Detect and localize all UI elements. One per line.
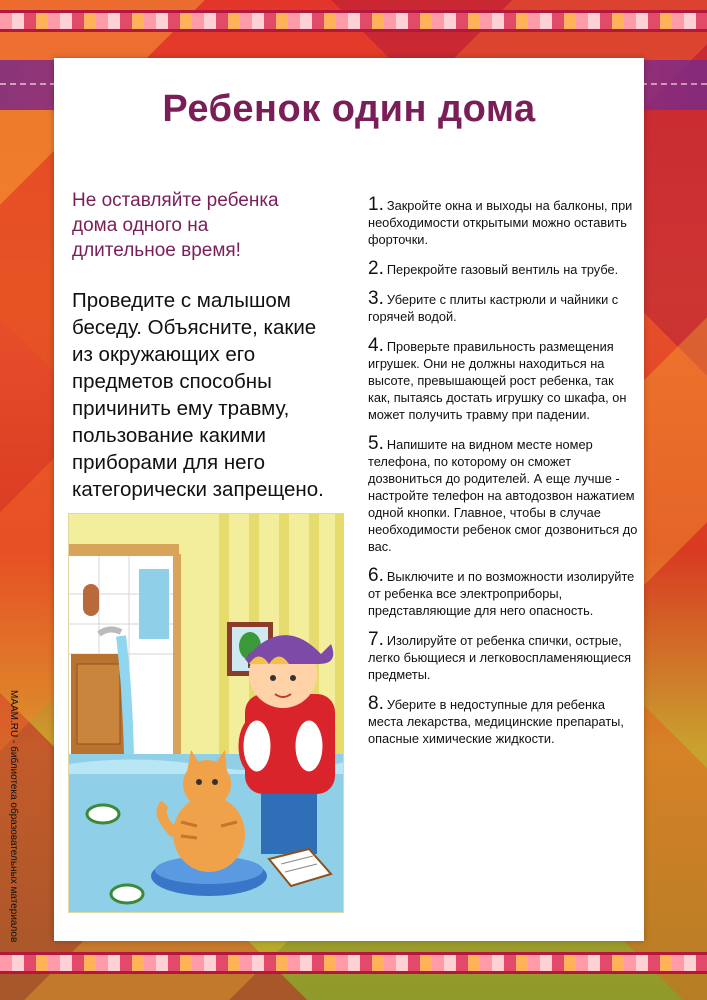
watermark: [5, 690, 25, 960]
tip-text: Закройте окна и выходы на балконы, при необходимости открытыми можно оставить форточки.: [368, 198, 633, 247]
tip-number: 4.: [368, 335, 384, 356]
poster-sheet: [54, 58, 644, 941]
list-item: [368, 567, 638, 619]
tip-text: Уберите с плиты кастрюли и чайники с горячей водой.: [368, 292, 619, 324]
advice-text: Проведите с малышом беседу. Объясните, какие из окружающих его предметов способны причинить ему травму, пользование какими приборами для него категорически запрещено.: [72, 289, 324, 501]
list-item: [368, 435, 638, 555]
intro-text: Не оставляйте ребенка дома одного на длительное время!: [72, 190, 279, 261]
list-item: [368, 196, 638, 248]
tip-number: 2.: [368, 258, 384, 279]
tip-text: Перекройте газовый вентиль на трубе.: [386, 262, 619, 277]
tip-number: 3.: [368, 288, 384, 309]
decorative-stripe-top: [0, 10, 707, 32]
tips-list: [368, 196, 638, 759]
tip-text: Напишите на видном месте номер телефона, по которому он сможет дозвониться до родителей. А еще лучше - настройте телефон на автодозвон нажатием одной кнопки. Главное, чтобы в случае необходимости ребенок смог дозвониться до вас.: [368, 437, 638, 554]
tip-number: 8.: [368, 693, 384, 714]
decorative-stripe-bottom: [0, 952, 707, 974]
watermark-text: MAAM.RU - библиотека образовательных материалов: [8, 690, 19, 943]
tip-number: 6.: [368, 565, 384, 586]
list-item: [368, 290, 638, 325]
tip-text: Выключите и по возможности изолируйте от ребенка все электроприборы, представляющие для него опасность.: [368, 569, 635, 618]
list-item: [368, 695, 638, 747]
list-item: [368, 260, 638, 278]
list-item: [368, 631, 638, 683]
child-flooded-room-illustration: [68, 513, 344, 913]
tip-text: Уберите в недоступные для ребенка места лекарства, медицинские препараты, опасные химические жидкости.: [368, 697, 624, 746]
tip-number: 1.: [368, 194, 384, 215]
tip-text: Изолируйте от ребенка спички, острые, легко бьющиеся и легковоспламеняющиеся предметы.: [368, 633, 632, 682]
tip-number: 5.: [368, 433, 384, 454]
page-title: Ребенок один дома: [162, 88, 536, 130]
list-item: [368, 337, 638, 423]
tip-number: 7.: [368, 629, 384, 650]
tip-text: Проверьте правильность размещения игрушек. Они не должны находиться на высоте, превышающей рост ребенка, так как, пытаясь достать игрушку со шкафа, он может получить травму при падении.: [368, 339, 627, 422]
